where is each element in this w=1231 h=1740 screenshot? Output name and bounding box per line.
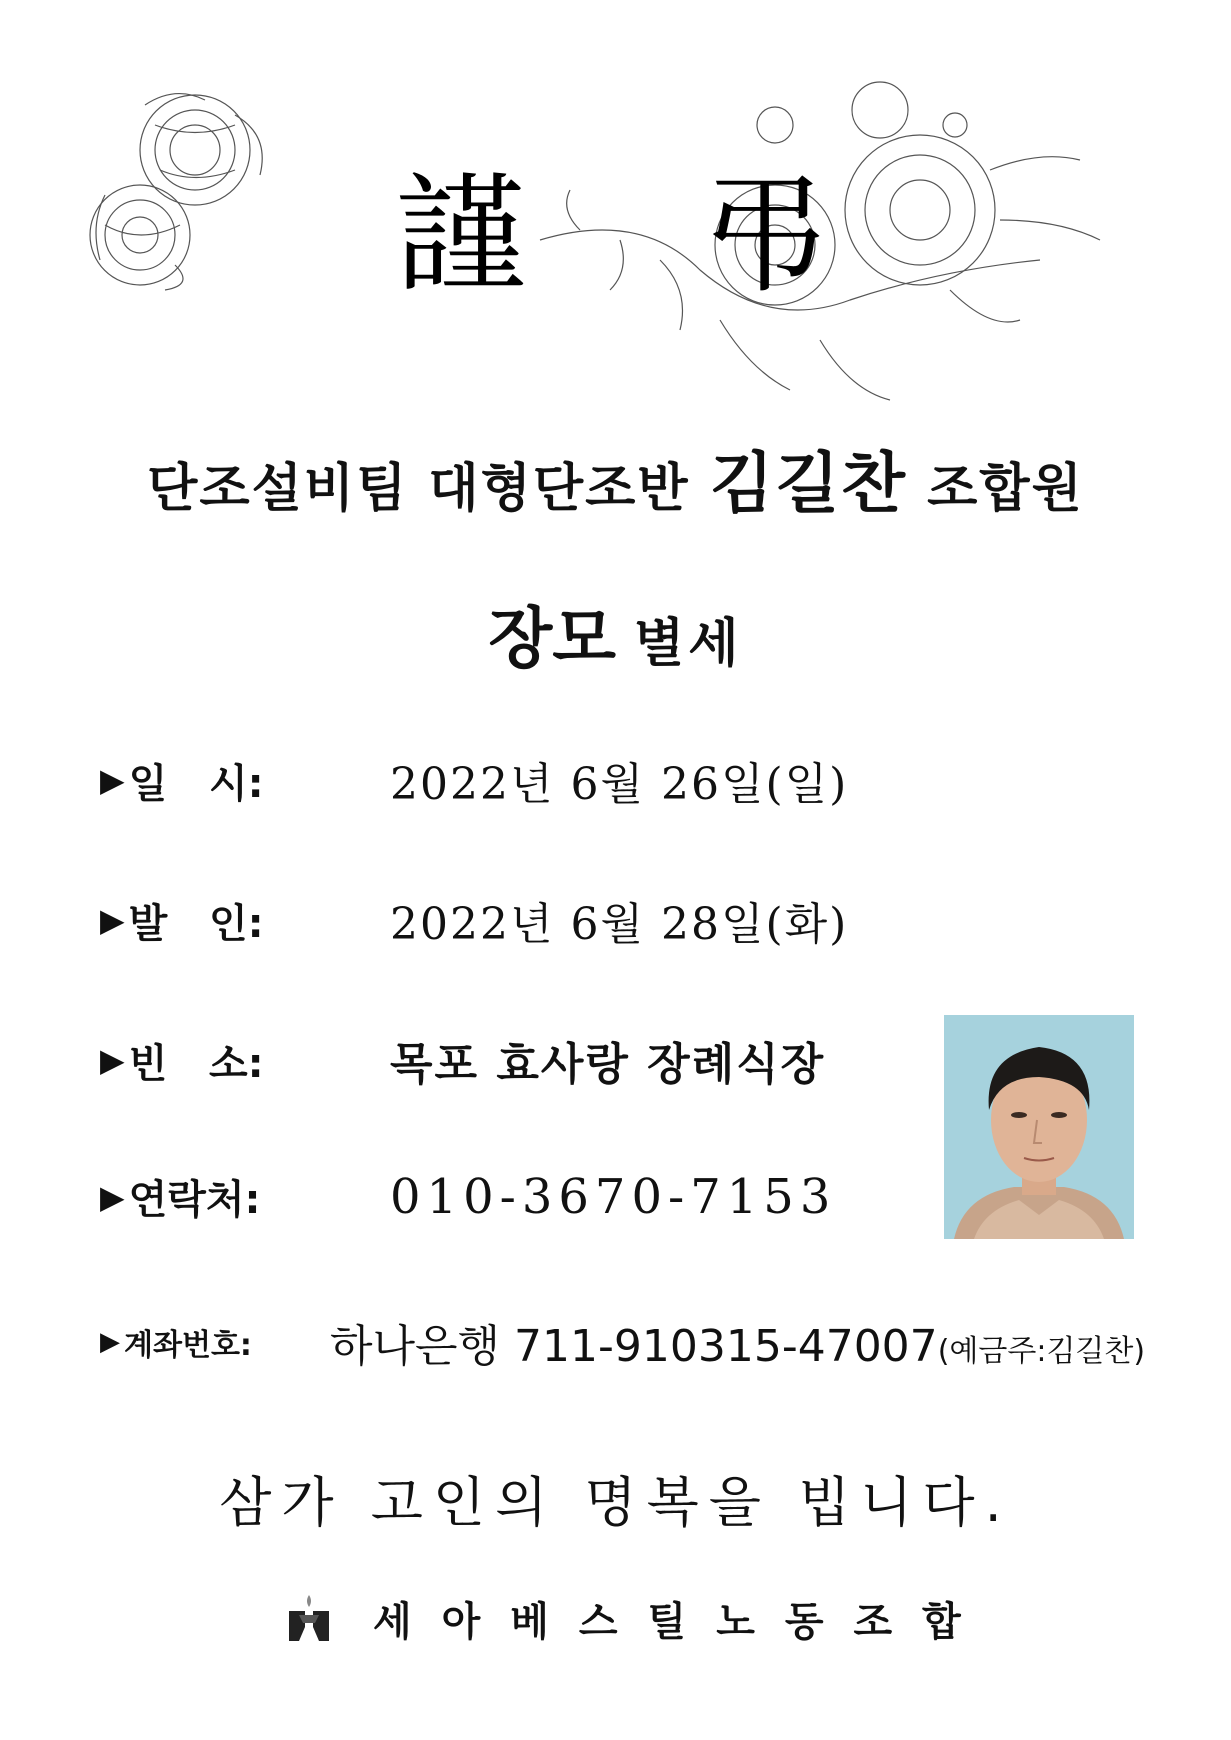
detail-value: 목포 효사랑 장례식장 xyxy=(390,1039,826,1090)
triangle-right-icon: ▶ xyxy=(100,761,125,799)
detail-row-contact xyxy=(100,1168,836,1225)
triangle-right-icon: ▶ xyxy=(100,901,125,939)
triangle-right-icon: ▶ xyxy=(100,1327,120,1357)
triangle-right-icon: ▶ xyxy=(100,1177,125,1216)
detail-row-bank-account xyxy=(100,1310,1145,1374)
detail-row-datetime xyxy=(100,748,848,812)
detail-row-funeral-hall xyxy=(100,1028,825,1092)
detail-label: 빈 소: xyxy=(128,1040,264,1087)
detail-label: 발 인: xyxy=(128,900,264,947)
notice-line xyxy=(0,585,1231,680)
subject-line xyxy=(0,430,1231,525)
detail-label: 일 시: xyxy=(128,760,264,807)
detail-value: 2022년 6월 26일(일) xyxy=(390,759,849,810)
notice-relation: 장모 xyxy=(488,600,617,677)
account-holder-note: (예금주:김길찬) xyxy=(937,1334,1146,1369)
detail-label: 연락처: xyxy=(128,1177,261,1223)
subject-name: 김길찬 xyxy=(709,445,907,522)
union-logo-icon xyxy=(285,1593,333,1645)
detail-value: 2022년 6월 28일(화) xyxy=(390,899,849,950)
union-footer xyxy=(285,1590,991,1647)
subject-team: 단조설비팀 대형단조반 xyxy=(147,459,690,519)
portrait-photo xyxy=(944,1015,1134,1239)
subject-role: 조합원 xyxy=(927,459,1084,519)
title-char-mourning: 謹 xyxy=(395,159,526,311)
closing-message: 삼가 고인의 명복을 빕니다. xyxy=(219,1471,1012,1534)
detail-value: 010-3670-7153 xyxy=(390,1168,837,1225)
chrysanthemum-left-illustration xyxy=(85,85,285,295)
detail-value xyxy=(330,1310,1145,1374)
title-char-condolence: 弔 xyxy=(700,159,831,311)
detail-row-funeral-departure xyxy=(100,888,848,952)
notice-event: 별세 xyxy=(634,614,743,674)
union-name: 세아베스틸노동조합 xyxy=(373,1599,991,1645)
triangle-right-icon: ▶ xyxy=(100,1041,125,1079)
detail-label: 계좌번호: xyxy=(124,1328,252,1363)
bank-account-number: 하나은행 711-910315-47007 xyxy=(330,1321,938,1372)
